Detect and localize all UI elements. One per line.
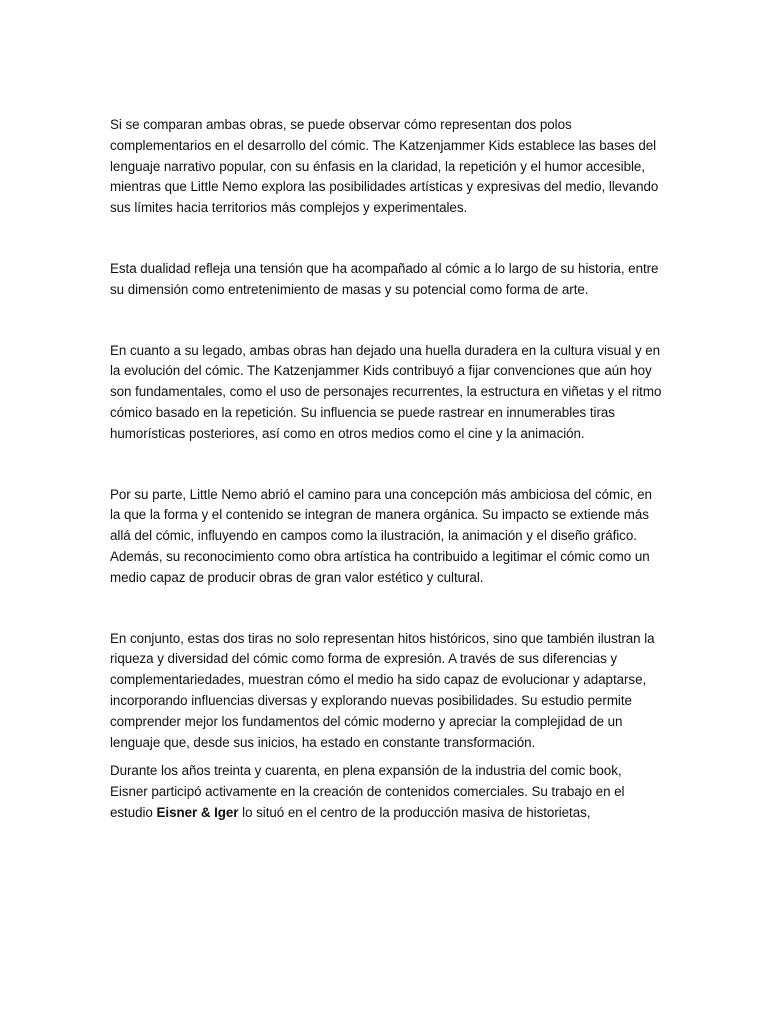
paragraph-conclusion: En conjunto, estas dos tiras no solo representan hitos históricos, sino que también ilustran la riqueza y diversidad del cómic como forma de expresión. A través de sus diferencias y complementariedades, muestran cómo el medio ha sido capaz de evolucionar y adaptarse, incorporando influencias diversas y explorando nuevas posibilidades. Su estudio permite comprender mejor los fundamentos del cómic moderno y apreciar la complejidad de un lenguaje que, desde sus inicios, ha estado en constante transformación. xyxy=(110,630,655,750)
paragraph-legacy: En cuanto a su legado, ambas obras han dejado una huella duradera en la cultura visual y en la evolución del cómic. The Katzenjammer Kids contribuyó a fijar convenciones que aún hoy son fundamentales, como el uso de personajes recurrentes, la estructura en viñetas y el ritmo cómico basado en la repetición. Su influencia se puede rastrear en innumerables tiras humorísticas posteriores, así como en otros medios como el cine y la animación. xyxy=(110,342,662,441)
paragraph-comparison: Si se comparan ambas obras, se puede observar cómo representan dos polos complementarios en el desarrollo del cómic. The Katzenjammer Kids establece las bases del lenguaje narrativo popular, con su énfasis en la claridad, la repetición y el humor accesible, mientras que Little Nemo explora las posibilidades artísticas y expresivas del medio, llevando sus límites hacia territorios más complejos y experimentales. xyxy=(110,117,659,216)
studio-name: Eisner & Iger xyxy=(156,804,239,820)
body-text xyxy=(110,115,662,824)
eisner-text-after: lo situó en el centro de la producción masiva de historietas, xyxy=(238,804,591,820)
paragraph-eisner xyxy=(110,761,662,823)
eisner-text-before: Durante los años treinta y cuarenta, en plena expansión de la industria del comic book, Eisner participó activamente en la creación de contenidos comerciales. Su trabajo en el estudio xyxy=(110,763,625,820)
paragraph-little-nemo: Por su parte, Little Nemo abrió el camino para una concepción más ambiciosa del cómic, en la que la forma y el contenido se integran de manera orgánica. Su impacto se extiende más allá del cómic, influyendo en campos como la ilustración, la animación y el diseño gráfico. Además, su reconocimiento como obra artística ha contribuido a legitimar el cómic como un medio capaz de producir obras de gran valor estético y cultural. xyxy=(110,486,652,585)
paragraph-duality: Esta dualidad refleja una tensión que ha acompañado al cómic a lo largo de su historia, entre su dimensión como entretenimiento de masas y su potencial como forma de arte. xyxy=(110,260,659,297)
